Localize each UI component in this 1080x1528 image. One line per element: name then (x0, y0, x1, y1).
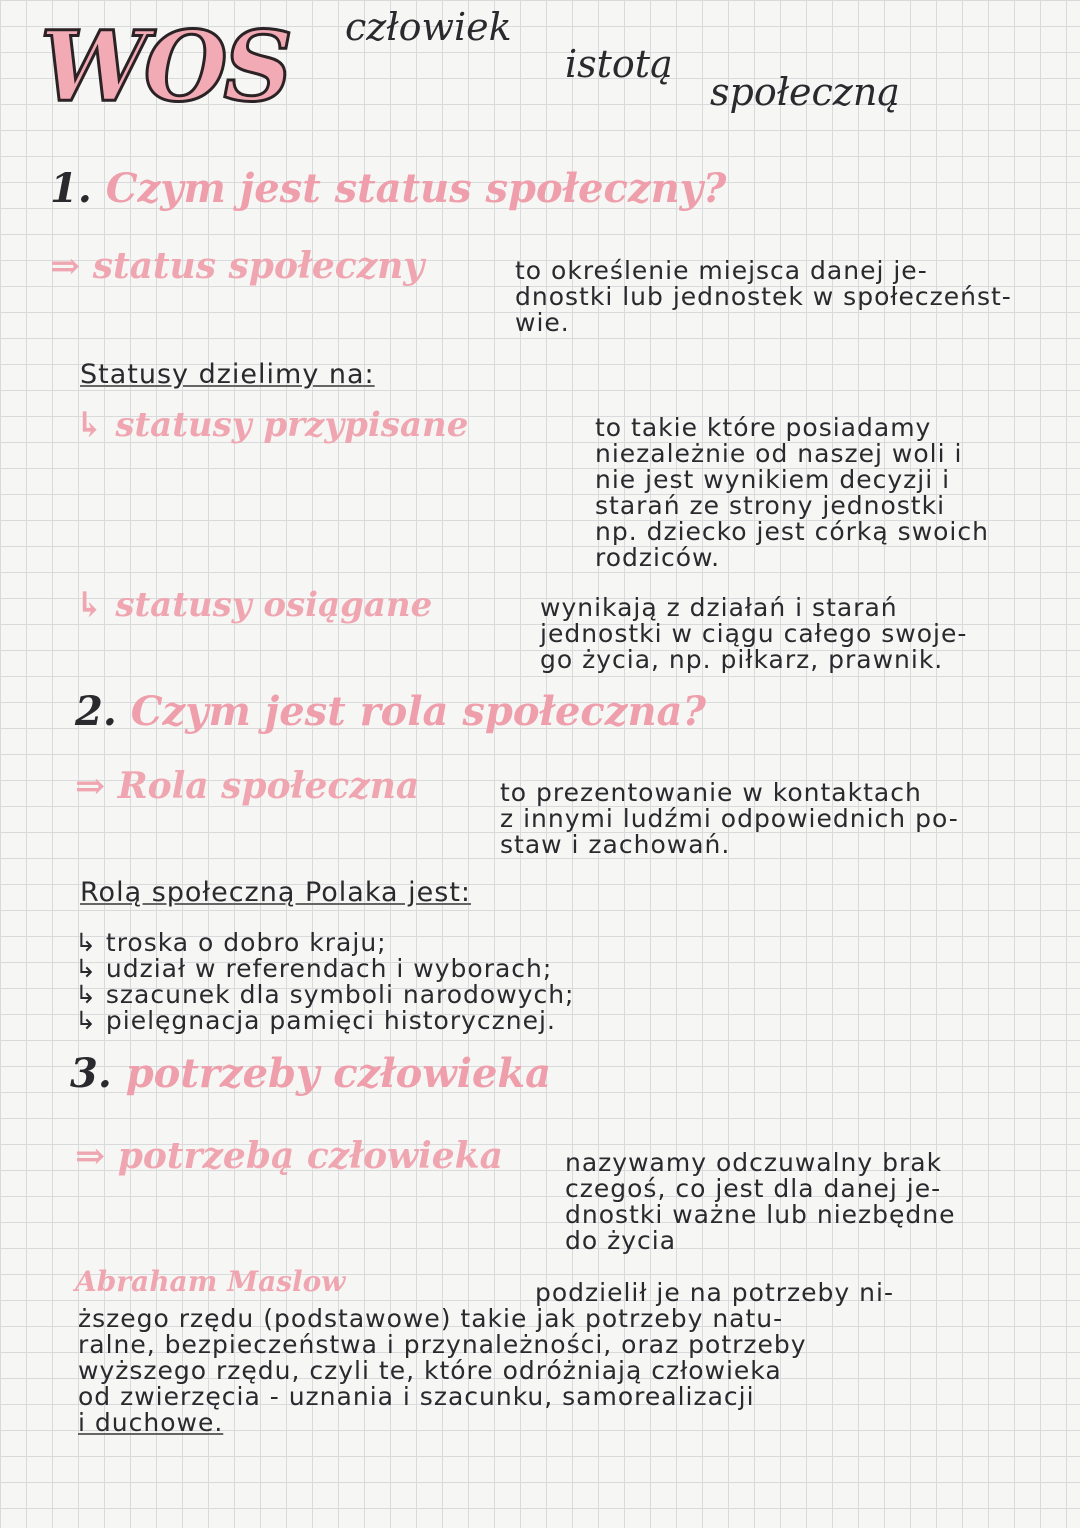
status-term: ⇒ status społeczny (50, 245, 425, 287)
subtitle-word-2: istotą (565, 42, 673, 86)
list-item: ↳ udział w referendach i wyborach; (75, 954, 553, 983)
role-term: ⇒ Rola społeczna (75, 765, 420, 807)
subtitle-word-3: społeczną (710, 70, 900, 114)
role-list (75, 930, 574, 1034)
list-item: ↳ szacunek dla symboli narodowych; (75, 980, 575, 1009)
role-intro: Rolą społeczną Polaka jest: (80, 877, 471, 908)
ascribed-term: ↳ statusy przypisane (75, 405, 469, 445)
need-definition: nazywamy odczuwalny brak czegoś, co jest dla danej je- dnostki ważne lub niezbędne do życia (565, 1148, 956, 1255)
achieved-term: ↳ statusy osiągane (75, 585, 433, 625)
status-definition: to określenie miejsca danej je- dnostki lub jednostek w społeczeńst- wie. (515, 256, 1012, 337)
need-term: ⇒ potrzebą człowieka (75, 1135, 503, 1177)
list-item: ↳ troska o dobro kraju; (75, 928, 387, 957)
role-definition: to prezentowanie w kontaktach z innymi ludźmi odpowiednich po- staw i zachowań. (500, 778, 959, 859)
maslow-name: Abraham Maslow (75, 1265, 346, 1298)
section1-heading: 1. Czym jest status społeczny? (50, 165, 727, 212)
section2-heading: 2. Czym jest rola społeczna? (75, 688, 706, 735)
logo-wos: WOS (40, 10, 289, 123)
ascribed-definition: to takie które posiadamy niezależnie od naszej woli i nie jest wynikiem decyzji i starań ze strony jednostki np. dziecko jest córką swoich rodziców. (595, 413, 989, 572)
subtitle-word-1: człowiek (345, 5, 512, 49)
statuses-intro: Statusy dzielimy na: (80, 359, 375, 390)
achieved-definition: wynikają z działań i starań jednostki w ciągu całego swoje- go życia, np. piłkarz, prawnik. (540, 593, 968, 674)
maslow-text: ższego rzędu (podstawowe) takie jak potrzeby natu- ralne, bezpieczeństwa i przynależności, oraz potrzeby wyższego rzędu, czyli te, które odróżniają człowieka od zwierzęcia - uznania i szacunku, samorealizacji i duchowe. (78, 1304, 807, 1437)
maslow-line-1: podzielił je na potrzeby ni- (535, 1278, 894, 1307)
section3-heading: 3. potrzeby człowieka (70, 1050, 552, 1097)
list-item: ↳ pielęgnacja pamięci historycznej. (75, 1006, 556, 1035)
